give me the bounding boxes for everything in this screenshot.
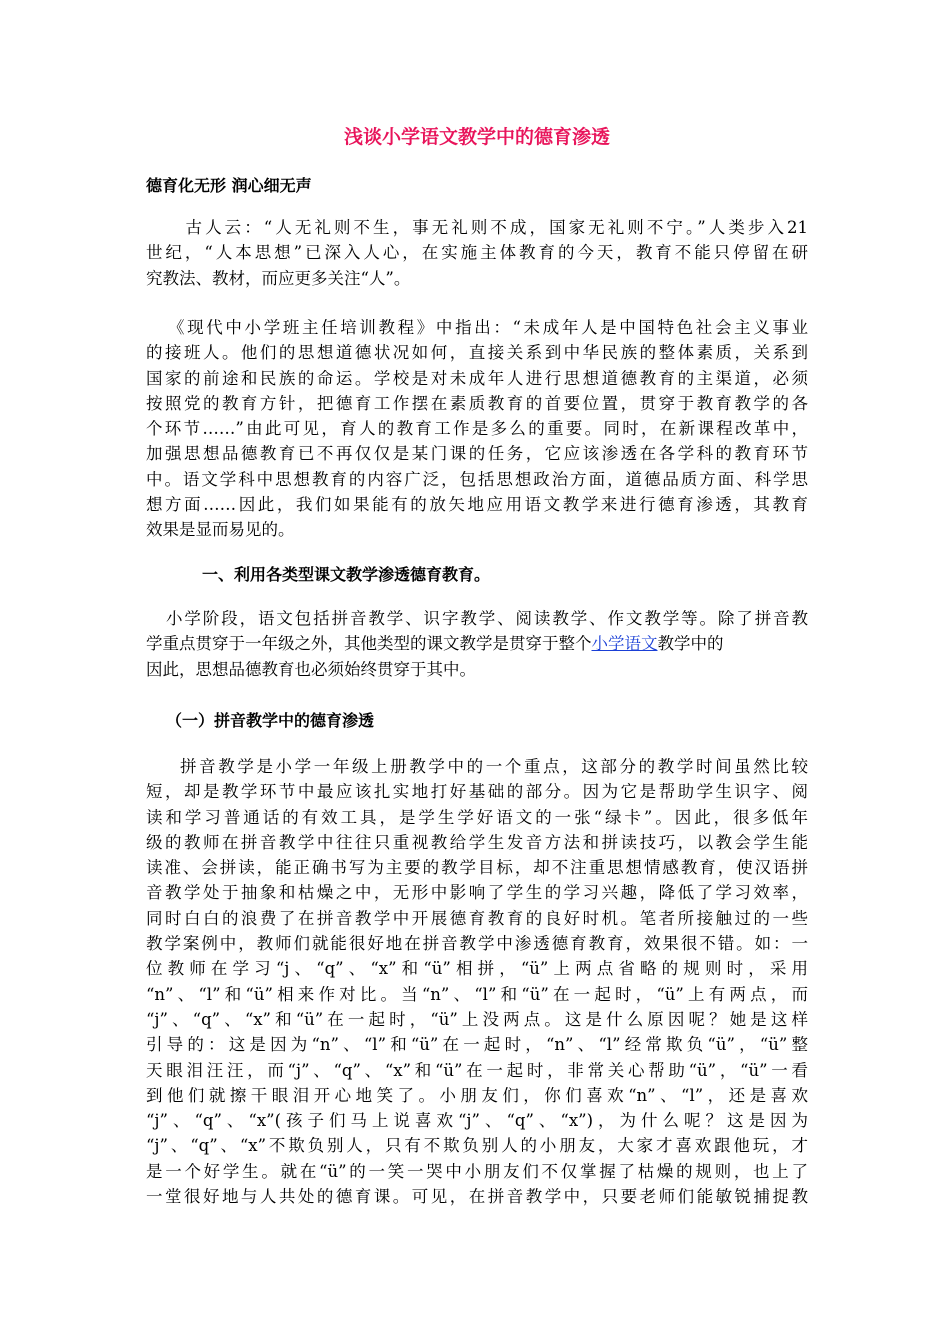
text-line: “j”、“q”、“x”和“ü”在一起时，“ü”上没两点。这是什么原因呢？她是这样 (146, 1009, 808, 1029)
text-line: 加强思想品德教育已不再仅仅是某门课的任务，它应该渗透在各学科的教育环节 (146, 444, 808, 464)
text-line: 位教师在学习“j、“q”、“x”和“ü”相拼，“ü”上两点省略的规则时，采用 (146, 959, 808, 979)
text-segment: 学重点贯穿于一年级之外，其他类型的课文教学是贯穿于整个 (146, 634, 592, 654)
text-line: 教学案例中，教师们就能很好地在拼音教学中渗透德育教育，效果很不错。如：一 (146, 934, 808, 954)
text-line: 按照党的教育方针，把德育工作摆在素质教育的首要位置，贯穿于教育教学的各 (146, 393, 808, 413)
text-line: 个环节……”由此可见，育人的教育工作是多么的重要。同时，在新课程改革中， (146, 419, 808, 439)
text-line: “j”、“q”、“x”不欺负别人，只有不欺负别人的小朋友，大家才喜欢跟他玩，才 (146, 1136, 808, 1156)
text-line: 拼音教学是小学一年级上册教学中的一个重点，这部分的教学时间虽然比较 (180, 757, 808, 776)
text-line: “n”、“l”和“ü”相来作对比。当“n”、“l”和“ü”在一起时，“ü”上有两点，而 (146, 984, 808, 1004)
text-line: “j”、“q”、“x”(孩子们马上说喜欢“j”、“q”、“x”)，为什么呢？这是因为 (146, 1111, 808, 1131)
text-line: 想方面……因此，我们如果能有的放矢地应用语文教学来进行德育渗透，其教育 (146, 495, 808, 515)
document-title: 浅谈小学语文教学中的德育渗透 (343, 126, 610, 148)
text-line: 世纪，“人本思想”已深入人心，在实施主体教育的今天，教育不能只停留在研 (146, 243, 808, 263)
text-line: 级的教师在拼音教学中往往只重视教给学生发音方法和拼读技巧，以教会学生能 (146, 832, 808, 852)
text-line: 音教学处于抽象和枯燥之中，无形中影响了学生的学习兴趣，降低了学习效率， (146, 883, 808, 903)
text-line: 《现代中小学班主任培训教程》中指出：“未成年人是中国特色社会主义事业 (168, 318, 808, 337)
text-line: 因此，思想品德教育也必须始终贯穿于其中。 (146, 659, 476, 679)
document-subtitle: 德育化无形 润心细无声 (146, 176, 312, 195)
text-line: 中。语文学科中思想教育的内容广泛，包括思想政治方面，道德品质方面、科学思 (146, 469, 808, 489)
text-line: 到他们就擦干眼泪开心地笑了。小朋友们，你们喜欢“n”、“l”，还是喜欢 (146, 1085, 808, 1105)
text-line: 究教法、教材，而应更多关注“人”。 (146, 268, 411, 288)
text-line: 效果是显而易见的。 (146, 520, 295, 540)
paragraph-pinyin (146, 754, 808, 1209)
paragraph-stages (146, 606, 808, 682)
text-line: 小学阶段，语文包括拼音教学、识字教学、阅读教学、作文教学等。除了拼音教 (166, 609, 808, 628)
text-line: 天眼泪汪汪，而“j”、“q”、“x”和“ü”在一起时，非常关心帮助“ü”，“ü”一看 (146, 1060, 808, 1080)
text-line: 同时白白的浪费了在拼音教学中开展德育教育的良好时机。笔者所接触过的一些 (146, 908, 808, 928)
paragraph-intro (146, 215, 808, 291)
text-line: 引导的：这是因为“n”、“l”和“ü”在一起时，“n”、“l”经常欺负“ü”，“ü”整 (146, 1035, 808, 1055)
text-line (146, 631, 808, 656)
text-line: 一堂很好地与人共处的德育课。可见，在拼音教学中，只要老师们能敏锐捕捉教 (146, 1187, 808, 1207)
paragraph-quote (146, 315, 808, 543)
text-segment: 教学中的 (657, 634, 724, 654)
text-line: 读准、会拼读，能正确书写为主要的教学目标，却不注重思想情感教育，使汉语拼 (146, 858, 808, 878)
text-line: 短，却是教学环节中最应该扎实地打好基础的部分。因为它是帮助学生识字、阅 (146, 782, 808, 802)
text-line: 古人云：“人无礼则不生，事无礼则不成，国家无礼则不宁。”人类步入21 (166, 218, 808, 237)
section-heading-2: （一）拼音教学中的德育渗透 (166, 711, 375, 730)
text-line: 读和学习普通话的有效工具，是学生学好语文的一张“绿卡”。因此，很多低年 (146, 807, 808, 827)
text-line: 的接班人。他们的思想道德状况如何，直接关系到中华民族的整体素质，关系到 (146, 343, 808, 363)
text-line: 国家的前途和民族的命运。学校是对未成年人进行思想道德教育的主渠道，必须 (146, 368, 808, 388)
section-heading-1: 一、利用各类型课文教学渗透德育教育。 (202, 565, 491, 584)
primary-chinese-link[interactable]: 小学语文 (591, 634, 658, 654)
text-line: 是一个好学生。就在“ü”的一笑一哭中小朋友们不仅掌握了枯燥的规则，也上了 (146, 1161, 808, 1181)
